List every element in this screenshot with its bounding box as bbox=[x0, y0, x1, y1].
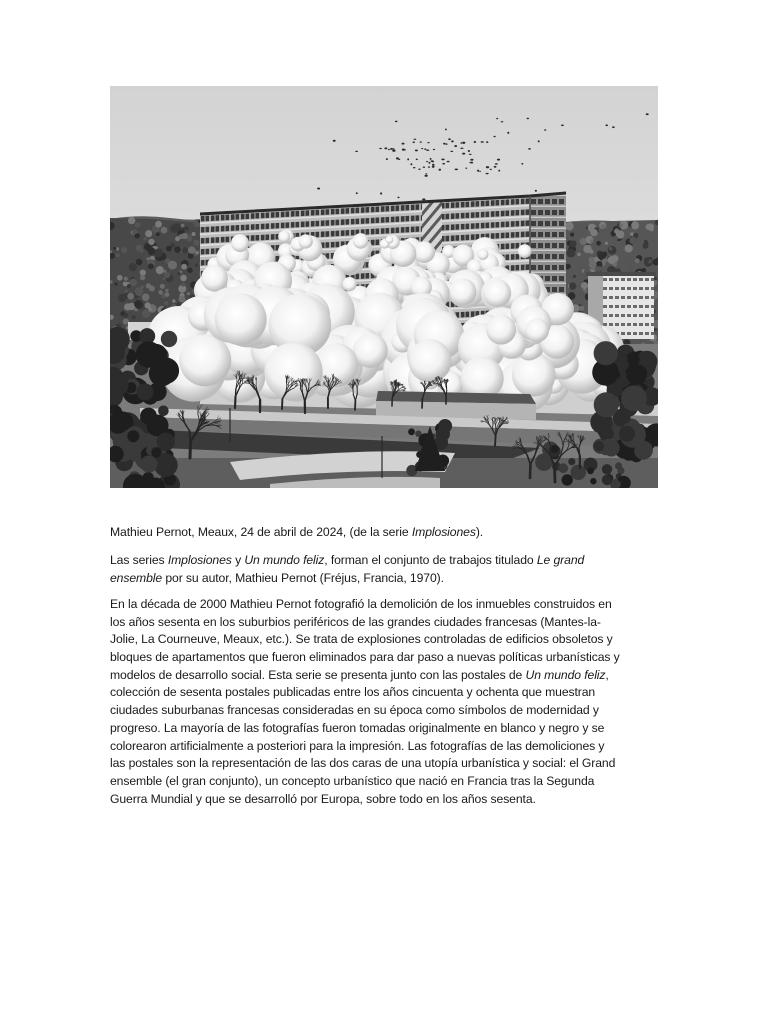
text-segment: los años sesenta en los suburbios periféricos de las grandes ciudades francesas (Mantes-la- bbox=[110, 614, 601, 629]
foliage bbox=[125, 290, 128, 293]
dust-cloud bbox=[525, 318, 549, 342]
bird bbox=[355, 151, 358, 152]
text-segment: modelos de desarrollo social. Esta serie se presenta junto con las postales de bbox=[110, 667, 526, 682]
foliage bbox=[123, 282, 128, 287]
bird bbox=[455, 169, 458, 171]
foliage bbox=[631, 221, 639, 229]
body-line bbox=[110, 702, 710, 720]
foliage bbox=[155, 221, 162, 228]
foliage bbox=[127, 284, 131, 288]
foliage bbox=[608, 256, 616, 264]
intro-paragraph bbox=[110, 552, 710, 587]
foliage bbox=[181, 283, 185, 287]
foliage bbox=[154, 248, 163, 257]
bird bbox=[317, 187, 320, 189]
tree-branch bbox=[550, 447, 551, 455]
foliage bbox=[128, 303, 135, 310]
bird bbox=[402, 143, 405, 145]
bird bbox=[403, 149, 406, 150]
body-line bbox=[110, 738, 710, 756]
bird bbox=[469, 154, 472, 155]
foliage bbox=[165, 289, 168, 292]
bird bbox=[496, 118, 498, 120]
foliage bbox=[179, 234, 184, 239]
bird bbox=[451, 140, 454, 142]
foliage bbox=[570, 240, 577, 247]
foliage bbox=[140, 270, 146, 276]
foliage bbox=[192, 232, 196, 236]
foliage bbox=[613, 387, 623, 397]
bird bbox=[418, 169, 420, 170]
italic-title: Un mundo feliz bbox=[244, 553, 325, 568]
bird bbox=[468, 150, 470, 152]
bird bbox=[481, 141, 484, 142]
foliage bbox=[172, 299, 175, 302]
bird bbox=[612, 126, 615, 128]
foliage bbox=[143, 237, 147, 241]
foliage bbox=[558, 463, 568, 473]
foliage bbox=[177, 272, 180, 275]
bird bbox=[392, 150, 395, 152]
bird bbox=[439, 169, 442, 171]
dust-cloud bbox=[353, 333, 388, 368]
italic-title: Le grand bbox=[536, 553, 585, 568]
foliage bbox=[128, 217, 135, 224]
bird bbox=[490, 169, 492, 170]
photo-caption bbox=[110, 524, 710, 542]
text-segment: Las series bbox=[110, 553, 168, 568]
foliage bbox=[551, 445, 559, 453]
foliage bbox=[135, 233, 140, 238]
foliage bbox=[134, 300, 142, 308]
bird bbox=[424, 175, 427, 177]
foliage bbox=[615, 462, 622, 469]
body-line bbox=[110, 596, 710, 614]
bird bbox=[431, 160, 434, 162]
text-segment: , bbox=[605, 667, 609, 682]
foliage bbox=[565, 222, 574, 231]
foliage bbox=[161, 227, 168, 234]
foliage bbox=[646, 224, 652, 230]
body-line bbox=[110, 614, 710, 632]
caption-line bbox=[110, 524, 710, 542]
italic-title: ensemble bbox=[110, 570, 163, 585]
right-building-roof bbox=[586, 272, 656, 276]
foliage bbox=[608, 246, 617, 255]
text-segment: Guerra Mundial y que se desarrolló por Europa, sobre todo en los años sesenta. bbox=[110, 791, 536, 806]
caption-and-text bbox=[110, 524, 710, 808]
bird bbox=[423, 167, 426, 168]
body-line bbox=[110, 773, 710, 791]
bird bbox=[448, 138, 451, 140]
foliage bbox=[121, 247, 127, 253]
foliage bbox=[124, 277, 128, 281]
foliage bbox=[629, 237, 637, 245]
bird bbox=[462, 153, 465, 155]
dust-cloud bbox=[264, 343, 322, 401]
bird bbox=[561, 124, 564, 126]
foliage bbox=[174, 246, 181, 253]
text-segment: Jolie, La Courneuve, Meaux, etc.). Se trata de explosiones controladas de edificios obsoletos y bbox=[110, 632, 613, 647]
foliage bbox=[163, 277, 166, 280]
foliage bbox=[160, 284, 165, 289]
foliage bbox=[619, 224, 623, 228]
bird bbox=[521, 163, 523, 165]
foliage bbox=[129, 263, 137, 271]
bird bbox=[454, 145, 457, 147]
bird bbox=[494, 166, 497, 168]
dust-cloud bbox=[486, 315, 516, 345]
bird bbox=[441, 159, 444, 161]
dust-cloud bbox=[386, 236, 394, 244]
foliage bbox=[590, 239, 593, 242]
foliage bbox=[613, 480, 621, 488]
dust-cloud bbox=[449, 278, 476, 305]
bird bbox=[425, 173, 427, 174]
foliage bbox=[567, 249, 576, 258]
foliage bbox=[166, 246, 172, 252]
foliage bbox=[148, 247, 156, 255]
bird bbox=[486, 141, 488, 143]
foliage bbox=[164, 272, 170, 278]
bird bbox=[507, 132, 509, 134]
foliage bbox=[156, 232, 160, 236]
foliage bbox=[135, 222, 141, 228]
foliage bbox=[132, 315, 136, 319]
text-segment: ). bbox=[475, 525, 484, 539]
dust-cloud bbox=[483, 279, 511, 307]
text-segment: bloques de apartamentos que fueron eliminados para dar paso a nuevas políticas urbanísticas y bbox=[110, 650, 620, 665]
bird bbox=[432, 166, 435, 168]
bird bbox=[407, 158, 409, 160]
foliage bbox=[571, 465, 586, 480]
body-paragraph bbox=[110, 596, 710, 808]
foliage bbox=[562, 474, 573, 485]
foliage bbox=[158, 406, 169, 417]
bird bbox=[413, 167, 416, 168]
text-segment: por su autor, Mathieu Pernot (Fréjus, Francia, 1970). bbox=[162, 570, 444, 585]
bird bbox=[479, 171, 481, 172]
bird bbox=[432, 164, 435, 166]
bird bbox=[465, 168, 467, 169]
italic-title: Un mundo feliz bbox=[525, 667, 606, 682]
bird bbox=[497, 159, 500, 161]
foliage bbox=[136, 259, 143, 266]
dust-cloud bbox=[413, 241, 435, 263]
foliage bbox=[438, 419, 452, 433]
foliage bbox=[117, 275, 123, 281]
tree-branch bbox=[495, 436, 496, 446]
body-line bbox=[110, 631, 710, 649]
bird bbox=[538, 140, 540, 142]
bird bbox=[356, 192, 358, 194]
foliage bbox=[181, 264, 187, 270]
foliage bbox=[164, 301, 168, 305]
text-segment: las postales son la representación de las dos caras de una utopía urbanística y social: el Grand bbox=[110, 756, 616, 771]
foliage bbox=[621, 385, 647, 411]
bird bbox=[413, 139, 416, 140]
body-line bbox=[110, 684, 710, 702]
text-segment: colorearon artificialmente a posteriori para la impresión. Las fotografías de las demoliciones y bbox=[110, 738, 605, 753]
bird bbox=[646, 113, 649, 115]
foliage bbox=[590, 478, 596, 484]
foliage bbox=[605, 242, 608, 245]
foliage bbox=[135, 287, 144, 296]
bird bbox=[443, 143, 446, 145]
foliage bbox=[161, 331, 177, 347]
foliage bbox=[123, 313, 128, 318]
demolition-photograph bbox=[110, 86, 658, 488]
bird bbox=[426, 161, 428, 162]
bird bbox=[333, 140, 336, 142]
foliage bbox=[140, 275, 145, 280]
body-line bbox=[110, 755, 710, 773]
foliage bbox=[581, 282, 588, 289]
foliage bbox=[187, 292, 190, 295]
foliage bbox=[642, 268, 647, 273]
italic-title: Implosiones bbox=[167, 553, 232, 568]
tree-branch bbox=[235, 397, 236, 408]
bird bbox=[420, 141, 422, 142]
body-line bbox=[110, 649, 710, 667]
foliage bbox=[149, 286, 155, 292]
bird bbox=[413, 141, 415, 143]
bird bbox=[386, 158, 388, 160]
foliage bbox=[643, 243, 649, 249]
bird bbox=[535, 190, 537, 192]
foliage bbox=[136, 341, 162, 367]
foliage bbox=[127, 293, 134, 300]
foliage bbox=[193, 240, 199, 246]
foliage bbox=[182, 247, 188, 253]
bird bbox=[426, 150, 429, 151]
foliage bbox=[596, 241, 601, 246]
bird bbox=[527, 118, 530, 119]
text-segment: Mathieu Pernot, Meaux, 24 de abril de 2024, (de la serie bbox=[110, 525, 412, 539]
bird bbox=[433, 149, 435, 150]
foliage bbox=[594, 392, 619, 417]
body-line bbox=[110, 667, 710, 685]
foliage bbox=[137, 384, 154, 401]
text-segment: y bbox=[231, 553, 245, 568]
foliage bbox=[140, 249, 143, 252]
intro-line bbox=[110, 570, 710, 588]
italic-title: Implosiones bbox=[411, 525, 476, 539]
text-segment: progreso. La mayoría de las fotografías fueron tomadas originalmente en blanco y negro y se bbox=[110, 720, 605, 735]
dust-cloud bbox=[215, 293, 267, 345]
intro-line bbox=[110, 552, 710, 570]
bird bbox=[477, 170, 479, 172]
dust-cloud bbox=[299, 234, 313, 248]
foliage bbox=[573, 275, 576, 278]
foliage bbox=[607, 253, 610, 256]
text-segment: En la década de 2000 Mathieu Pernot fotografió la demolición de los inmuebles construidos en bbox=[110, 597, 612, 612]
dust-cloud bbox=[231, 234, 249, 252]
dust-cloud bbox=[477, 249, 488, 260]
bird bbox=[388, 149, 390, 151]
dust-cloud bbox=[518, 244, 532, 258]
text-segment: colección de sesenta postales publicadas entre los años cincuenta y ochenta que muestran bbox=[110, 685, 596, 700]
foliage bbox=[188, 253, 194, 259]
foliage bbox=[594, 441, 604, 451]
foliage bbox=[654, 277, 657, 280]
bird bbox=[428, 166, 430, 167]
foliage bbox=[568, 458, 575, 465]
bird bbox=[421, 148, 423, 149]
bird bbox=[395, 121, 398, 123]
bird bbox=[442, 163, 445, 165]
foliage bbox=[609, 247, 613, 251]
foliage bbox=[151, 447, 161, 457]
foliage bbox=[188, 246, 196, 254]
foliage bbox=[118, 294, 126, 302]
bird bbox=[544, 129, 546, 131]
bird bbox=[427, 142, 429, 143]
foliage bbox=[145, 230, 152, 237]
foliage bbox=[174, 223, 179, 228]
foliage bbox=[644, 257, 649, 262]
foliage bbox=[613, 236, 618, 241]
foliage bbox=[626, 364, 647, 385]
foliage bbox=[625, 244, 633, 252]
bird bbox=[493, 136, 495, 138]
foliage bbox=[602, 475, 613, 486]
foliage bbox=[168, 261, 177, 270]
foliage bbox=[594, 341, 618, 365]
bird bbox=[470, 159, 473, 161]
foliage bbox=[570, 233, 574, 237]
bird bbox=[390, 148, 392, 150]
bird bbox=[397, 197, 399, 199]
dust-cloud bbox=[201, 265, 228, 292]
foliage bbox=[148, 263, 154, 269]
foliage bbox=[115, 283, 118, 286]
bird bbox=[450, 151, 453, 152]
foliage bbox=[148, 239, 154, 245]
foliage bbox=[636, 339, 641, 344]
bird bbox=[528, 148, 531, 150]
dust-cloud bbox=[353, 233, 369, 249]
text-segment: ciudades suburbanas francesas consideradas en su época como símbolos de modernidad y bbox=[110, 703, 599, 718]
foliage bbox=[569, 282, 576, 289]
foliage bbox=[165, 292, 170, 297]
foliage bbox=[127, 430, 139, 442]
text-segment: , forman el conjunto de trabajos titulado bbox=[324, 553, 537, 568]
bird bbox=[469, 162, 471, 163]
foliage bbox=[187, 268, 192, 273]
bird bbox=[445, 128, 447, 130]
bird bbox=[463, 142, 465, 144]
bird bbox=[498, 170, 500, 172]
body-line bbox=[110, 720, 710, 738]
tree-branch bbox=[424, 388, 425, 393]
foliage bbox=[142, 294, 150, 302]
foliage bbox=[408, 428, 415, 435]
bird bbox=[460, 148, 463, 149]
foliage bbox=[619, 426, 635, 442]
bird bbox=[396, 157, 398, 159]
bird bbox=[430, 158, 432, 160]
bird bbox=[380, 192, 382, 194]
foliage bbox=[116, 253, 120, 257]
bird bbox=[424, 148, 426, 150]
foliage bbox=[152, 226, 155, 229]
bird bbox=[384, 147, 387, 149]
foliage bbox=[179, 296, 186, 303]
foliage bbox=[149, 307, 152, 310]
bird bbox=[416, 159, 418, 160]
foliage bbox=[602, 464, 612, 474]
text-segment: ensemble (el gran conjunto), un concepto urbanístico que nació en Francia tras la Segunda bbox=[110, 773, 595, 788]
foliage bbox=[189, 234, 192, 237]
dust-cloud bbox=[278, 231, 290, 243]
foliage bbox=[181, 224, 185, 228]
foliage bbox=[180, 275, 187, 282]
bird bbox=[398, 159, 401, 160]
foliage bbox=[589, 261, 597, 269]
bird bbox=[379, 148, 382, 149]
bird bbox=[447, 161, 450, 163]
foliage bbox=[635, 258, 640, 263]
tree-branch bbox=[190, 442, 191, 458]
foliage bbox=[628, 263, 631, 266]
body-line bbox=[110, 791, 710, 809]
foliage bbox=[156, 266, 164, 274]
dust-cloud bbox=[408, 339, 451, 382]
bird bbox=[415, 149, 418, 151]
foliage bbox=[583, 245, 591, 253]
foliage bbox=[196, 251, 199, 254]
foliage bbox=[590, 229, 597, 236]
foliage bbox=[579, 291, 584, 296]
bird bbox=[422, 198, 425, 200]
foliage bbox=[158, 290, 163, 295]
bird bbox=[410, 163, 412, 165]
foliage bbox=[603, 440, 620, 457]
bird bbox=[501, 121, 504, 122]
foliage bbox=[596, 266, 602, 272]
bird bbox=[445, 143, 447, 145]
bird bbox=[428, 162, 430, 164]
bird bbox=[605, 124, 608, 126]
foliage bbox=[601, 224, 606, 229]
foliage bbox=[184, 226, 189, 231]
bird bbox=[485, 173, 488, 174]
dust-cloud bbox=[179, 334, 231, 386]
foliage bbox=[577, 253, 581, 257]
foliage bbox=[587, 467, 594, 474]
dust-cloud bbox=[343, 277, 357, 291]
bird bbox=[486, 166, 489, 168]
bird bbox=[460, 142, 462, 144]
foliage bbox=[623, 255, 631, 263]
foliage bbox=[568, 268, 573, 273]
foliage bbox=[602, 251, 607, 256]
foliage bbox=[113, 247, 116, 250]
foliage bbox=[195, 264, 198, 267]
bird bbox=[474, 141, 477, 143]
foliage bbox=[140, 455, 157, 472]
bird bbox=[495, 163, 498, 164]
